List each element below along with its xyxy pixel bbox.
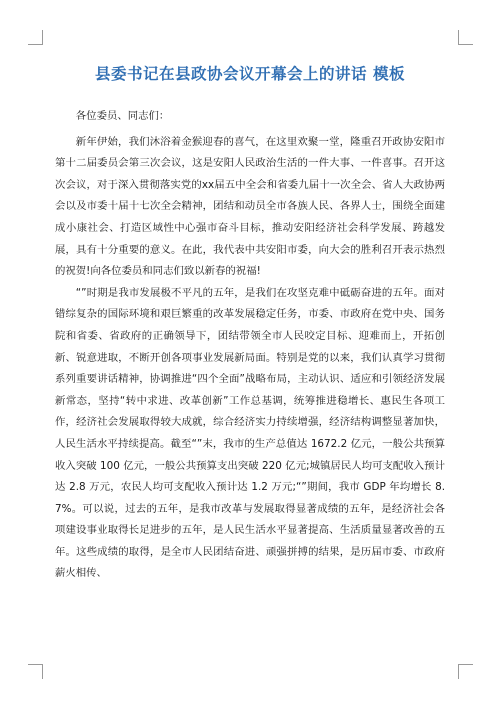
salutation: 各位委员、同志们： [75, 110, 170, 122]
crop-mark-bottom-left [28, 664, 43, 679]
document-body [55, 106, 445, 585]
document-title: 县委书记在县政协会议开幕会上的讲话 模板 [95, 65, 405, 83]
crop-mark-top-right [458, 30, 473, 45]
crop-mark-top-left [28, 30, 43, 45]
crop-mark-bottom-right [458, 664, 473, 679]
paragraph-1: 新年伊始，我们沐浴着金猴迎春的喜气，在这里欢聚一堂，隆重召开政协安阳市第十二届委员会第三次会议，这是安阳人民政治生活的一件大事、一件喜事。召开这次会议，对于深入贯彻落实党的xx届五中全会和省委九届十一次全会、省人大政协两会以及市委十届十七次全会精神，团结和动员全市各族人民、各界人士，围绕全面建成小康社会、打造区域性中心强市奋斗目标，推动安阳经济社会科学发展、跨越发展，具有十分重要的意义。在此，我代表中共安阳市委，向大会的胜利召开表示热烈的祝贺!向各位委员和同志们致以新春的祝福! [55, 135, 445, 278]
paragraph-2: “”时期是我市发展极不平凡的五年，是我们在攻坚克难中砥砺奋进的五年。面对错综复杂的国际环境和艰巨繁重的改革发展稳定任务，市委、市政府在党中央、国务院和省委、省政府的正确领导下，团结带领全市人民咬定目标、迎难而上，开拓创新、锐意进取，不断开创各项事业发展新局面。特别是党的以来，我们认真学习贯彻系列重要讲话精神，协调推进“四个全面”战略布局，主动认识、适应和引领经济发展新常态，坚持“转中求进、改革创新”工作总基调，统筹推进稳增长、惠民生各项工作，经济社会发展取得较大成就，综合经济实力持续增强，经济结构调整显著加快，人民生活水平持续提高。截至“”末，我市的生产总值达 1672.2 亿元，一般公共预算收入突破 100 亿元，一般公共预算支出突破 220 亿元;城镇居民人均可支配收入预计达 2.8 万元，农民人均可支配收入预计达 1.2 万元;“”期间，我市 GDP 年均增长 8.7%。可以说，过去的五年，是我市改革与发展取得显著成绩的五年，是经济社会各项建设事业取得长足进步的五年，是人民生活水平显著提高、生活质量显著改善的五年。这些成绩的取得，是全市人民团结奋进、顽强拼搏的结果，是历届市委、市政府薪火相传、 [55, 286, 445, 580]
